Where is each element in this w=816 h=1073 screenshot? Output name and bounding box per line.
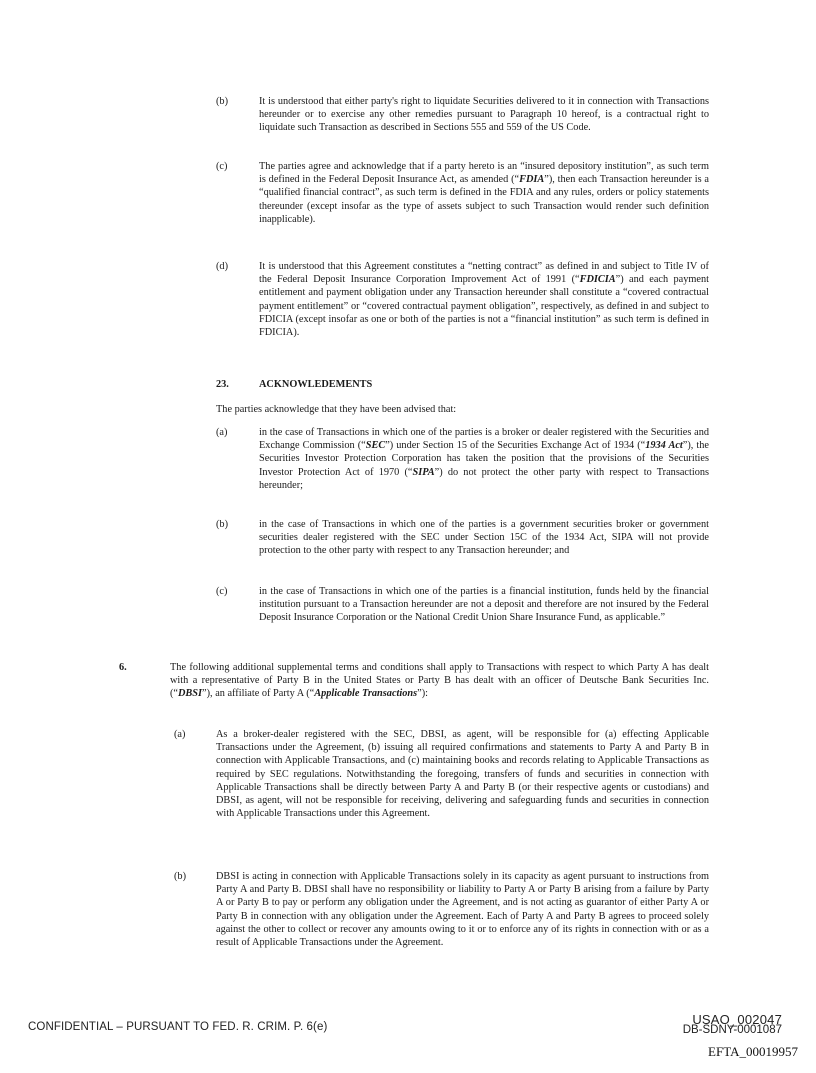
item-label-22c: (c)	[216, 161, 228, 172]
item-label-23a: (a)	[216, 427, 228, 438]
defined-term-applicable-transactions: Applicable Transactions	[314, 688, 418, 700]
paragraph-22b: It is understood that either party's right to liquidate Securities delivered to it in connection with Transactions hereunder or to exercise any other remedies pursuant to Paragraph 10 hereof, is a contractual right to liquidate such Transaction as described in Sections 555 and 559 of the US Code.	[259, 96, 709, 134]
paragraph-6a: As a broker-dealer registered with the SEC, DBSI, as agent, will be responsible for (a) effecting Applicable Transactions under the Agreement, (b) issuing all required confirmations and statements to Party A and Party B in connection with Applicable Transactions, and (c) maintaining books and records relating to Applicable Transactions as required by SEC regulations. Notwithstanding the foregoing, transfers of funds and securities in connection with Applicable Transactions shall be directly between Party A and Party B (or their respective agents or custodians) and DBSI, as agent, will not be responsible for receiving, delivering and safeguarding funds and securities in connection with Applicable Transactions under this Agreement.	[216, 729, 709, 820]
defined-term-dbsi: DBSI	[178, 688, 203, 700]
paragraph-6b: DBSI is acting in connection with Applicable Transactions solely in its capacity as agent pursuant to instructions from Party A and Party B. DBSI shall have no responsibility or liability to Party A or Party B arising from a failure by Party A or Party B to pay or perform any obligation under the Agreement, and is not acting as guarantor of either Party A or Party B in connection with any obligation under the Agreement. Each of Party A and Party B agrees to proceed solely against the other to collect or recover any amounts owing to it or to enforce any of its rights in connection with or as a result of Applicable Transactions under the Agreement.	[216, 871, 709, 949]
paragraph-22c	[259, 160, 709, 226]
section-23-title: ACKNOWLEDEMENTS	[259, 379, 373, 390]
paragraph-23a-text-3: ”), the Securities Investor Protection Corporation has taken the position that the provisions of the Securities Investor Protection Act of 1970 (“	[259, 440, 709, 478]
defined-term-sipa: SIPA	[412, 466, 435, 478]
item-label-22d: (d)	[216, 261, 229, 272]
section-6-number: 6.	[119, 662, 127, 673]
paragraph-23a-text-2: ”) under Section 15 of the Securities Exchange Act of 1934 (“	[385, 440, 646, 452]
bates-efta: EFTA_00019957	[708, 1044, 798, 1059]
defined-term-1934-act: 1934 Act	[645, 440, 683, 452]
item-label-22b: (b)	[216, 96, 229, 107]
paragraph-22d	[259, 260, 709, 339]
defined-term-fdia: FDIA	[519, 174, 545, 186]
bates-usao: USAO_002047	[692, 1012, 782, 1027]
paragraph-23a-text-1: in the case of Transactions in which one of the parties is a broker or dealer registered with the Securities and Exchange Commission (“	[259, 427, 709, 452]
item-label-23b: (b)	[216, 519, 229, 530]
paragraph-22d-text-2: ”) and each payment entitlement and payment obligation under any Transaction hereunder shall constitute a “covered contractual payment entitlement” or “covered contractual payment obligation”, respectively, as defined in and subject to FDICIA (except insofar as one or both of the parties is not a “financial institution” as such term is defined in FDICIA).	[259, 274, 709, 339]
item-label-6b: (b)	[174, 871, 187, 882]
item-label-23c: (c)	[216, 586, 228, 597]
paragraph-23b: in the case of Transactions in which one of the parties is a government securities broker or government securities dealer registered with the SEC under Section 15C of the 1934 Act, SIPA will not provide protection to the other party with respect to any Transaction hereunder; and	[259, 519, 709, 557]
item-label-6a: (a)	[174, 729, 186, 740]
defined-term-sec: SEC	[365, 440, 386, 452]
paragraph-22d-text-1: It is understood that this Agreement constitutes a “netting contract” as defined in and subject to Title IV of the Federal Deposit Insurance Corporation Improvement Act of 1991 (“	[259, 261, 709, 286]
paragraph-6-text-2: ”), an affiliate of Party A (“	[202, 688, 315, 700]
confidential-notice: CONFIDENTIAL – PURSUANT TO FED. R. CRIM. P. 6(e)	[28, 1021, 328, 1033]
paragraph-23a-text-4: ”) do not protect the other party with respect to Transactions hereunder;	[259, 466, 709, 491]
paragraph-6-text-3: ”):	[417, 688, 428, 700]
paragraph-22c-text-1: The parties agree and acknowledge that if a party hereto is an “insured depository institution”, as such term is defined in the Federal Deposit Insurance Act, as amended (“	[259, 161, 709, 186]
section-23-number: 23.	[216, 379, 229, 390]
bates-db-sdny: DB-SDNY-0001087	[682, 1024, 782, 1036]
section-23-intro: The parties acknowledge that they have been advised that:	[216, 404, 457, 415]
paragraph-6-intro	[170, 661, 709, 701]
defined-term-fdicia: FDICIA	[579, 274, 616, 286]
paragraph-6-text-1: The following additional supplemental terms and conditions shall apply to Transactions with respect to which Party A has dealt with a representative of Party B in the United States or Party B has dealt with an officer of Deutsche Bank Securities Inc. (“	[170, 662, 709, 700]
paragraph-22c-text-2: ”), then each Transaction hereunder is a “qualified financial contract”, as such term is defined in the FDIA and any rules, orders or policy statements thereunder (except insofar as the type of assets subject to such Transaction would render such definition inapplicable).	[259, 174, 709, 225]
paragraph-23c: in the case of Transactions in which one of the parties is a financial institution, funds held by the financial institution pursuant to a Transaction hereunder are not a deposit and therefore are not insured by the Federal Deposit Insurance Corporation or the National Credit Union Share Insurance Fund, as applicable.”	[259, 586, 709, 624]
paragraph-23a	[259, 426, 709, 492]
